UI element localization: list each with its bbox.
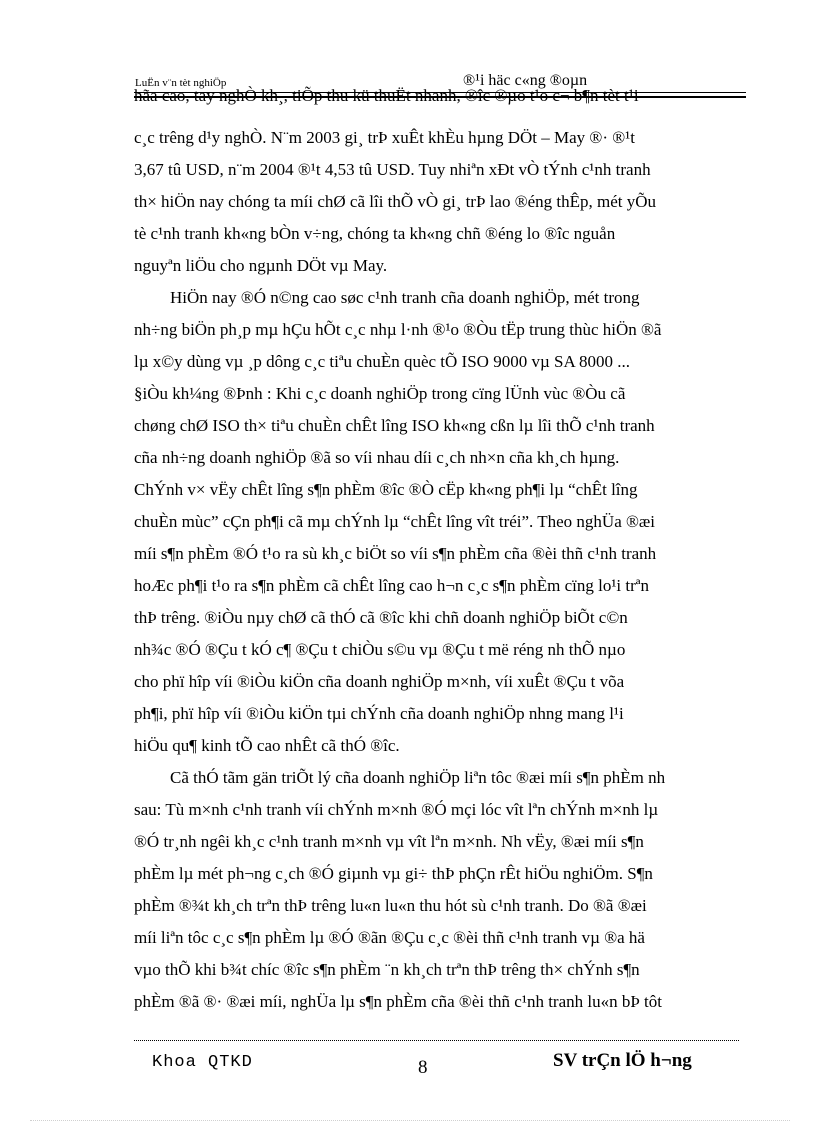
body-line: chuÈn mùc” cÇn ph¶i cã mµ chÝnh lµ “chÊt lîng vît tréi”. Theo nghÜa ®æi [134,512,655,531]
body-line: ph¶i, phï hîp víi ®iÒu kiÖn tµi chÝnh cña doanh nghiÖp nhng mang l¹i [134,704,624,723]
body-line: nguyªn liÖu cho ngµnh DÖt vµ May. [134,256,388,275]
header-thesis-label: LuËn v¨n tèt nghiÖp [135,77,227,89]
body-line: vµo thÕ khi b¾t chíc ®îc s¶n phÈm ¨n kh¸ch trªn thÞ trêng th× chÝnh s¶n [134,960,640,979]
body-line: tè c¹nh tranh kh«ng bÒn v÷ng, chóng ta kh«ng chñ ®éng lo ®îc nguån [134,224,616,243]
body-line: ®Ó tr¸nh ngêi kh¸c c¹nh tranh m×nh vµ vît lªn m×nh. Nh vËy, ®æi míi s¶n [134,832,644,851]
body-line: phÈm lµ mét ph¬ng c¸ch ®Ó giµnh vµ gi÷ thÞ phÇn rÊt hiÖu nghiÖm. S¶n [134,864,653,883]
body-line: cho phï hîp víi ®iÒu kiÖn cña doanh nghiÖp m×nh, víi xuÊt ®Çu t võa [134,672,625,691]
body-line: hiÖu qu¶ kinh tÕ cao nhÊt cã thÓ ®îc. [134,736,400,755]
body-line: phÈm ®¾t kh¸ch trªn thÞ trêng lu«n lu«n thu hót sù c¹nh tranh. Do ®ã ®æi [134,896,647,915]
footer-faculty: Khoa QTKD [152,1053,253,1072]
body-line: míi s¶n phÈm ®Ó t¹o ra sù kh¸c biÖt so víi s¶n phÈm cña ®èi thñ c¹nh tranh [134,544,657,563]
footer-rule [134,1040,739,1041]
body-line: thÞ trêng. ®iÒu nµy chØ cã thÓ cã ®îc khi chñ doanh nghiÖp biÕt c©n [134,608,628,627]
footer-student-name: SV trÇn lÖ h¬ng [553,1050,692,1071]
body-line: th× hiÖn nay chóng ta míi chØ cã lîi thÕ vÒ gi¸ trÞ lao ®éng thÊp, mét yÕu [134,192,657,211]
header-university-name: ®¹i häc c«ng ®oµn [463,72,588,89]
body-line: phÈm ®ã ®· ®æi míi, nghÜa lµ s¶n phÈm cña ®èi thñ c¹nh tranh lu«n bÞ tôt [134,992,663,1011]
body-line: sau: Tù m×nh c¹nh tranh víi chÝnh m×nh ®Ó mçi lóc vît lªn chÝnh m×nh lµ [134,800,659,819]
body-line: míi liªn tôc c¸c s¶n phÈm lµ ®Ó ®ãn ®Çu c¸c ®èi thñ c¹nh tranh vµ ®a hä [134,928,645,947]
body-line: 3,67 tû USD, n¨m 2004 ®¹t 4,53 tû USD. Tuy nhiªn xÐt vÒ tÝnh c¹nh tranh [134,160,651,179]
paragraph-first-line: HiÖn nay ®Ó n©ng cao søc c¹nh tranh cña doanh nghiÖp, mét trong [170,288,640,307]
body-line: hãa cao, tay nghÒ kh¸, tiÕp thu kü thuËt nhanh, ®îc ®µo t¹o c¬ b¶n tèt t¹i [134,86,639,105]
body-line: nh¾c ®Ó ®Çu t kÓ c¶ ®Çu t chiÒu s©u vµ ®Çu t më réng nh thÕ nµo [134,640,626,659]
body-line: §iÒu kh¼ng ®Þnh : Khi c¸c doanh nghiÖp trong cïng lÜnh vùc ®Òu cã [134,384,626,403]
body-line: c¸c trêng d¹y nghÒ. N¨m 2003 gi¸ trÞ xuÊt khÈu hµng DÖt – May ®· ®¹t [134,128,635,147]
body-line: cña nh÷ng doanh nghiÖp ®ã so víi nhau díi c¸ch nh×n cña kh¸ch hµng. [134,448,620,467]
body-line: ChÝnh v× vËy chÊt lîng s¶n phÈm ®îc ®Ò cËp kh«ng ph¶i lµ “chÊt lîng [134,480,638,499]
paragraph-first-line: Cã thÓ tãm gän triÕt lý cña doanh nghiÖp liªn tôc ®æi míi s¶n phÈm nh [170,768,666,787]
page-edge-dots [30,1120,790,1121]
body-line: chøng chØ ISO th× tiªu chuÈn chÊt lîng ISO kh«ng cßn lµ lîi thÕ c¹nh tranh [134,416,655,435]
body-line: lµ x©y dùng vµ ¸p dông c¸c tiªu chuÈn quèc tÕ ISO 9000 vµ SA 8000 ... [134,352,631,371]
page-number: 8 [418,1057,428,1078]
body-line: hoÆc ph¶i t¹o ra s¶n phÈm cã chÊt lîng cao h¬n c¸c s¶n phÈm cïng lo¹i trªn [134,576,649,595]
body-line: nh÷ng biÖn ph¸p mµ hÇu hÕt c¸c nhµ l·nh ®¹o ®Òu tËp trung thùc hiÖn ®ã [134,320,662,339]
